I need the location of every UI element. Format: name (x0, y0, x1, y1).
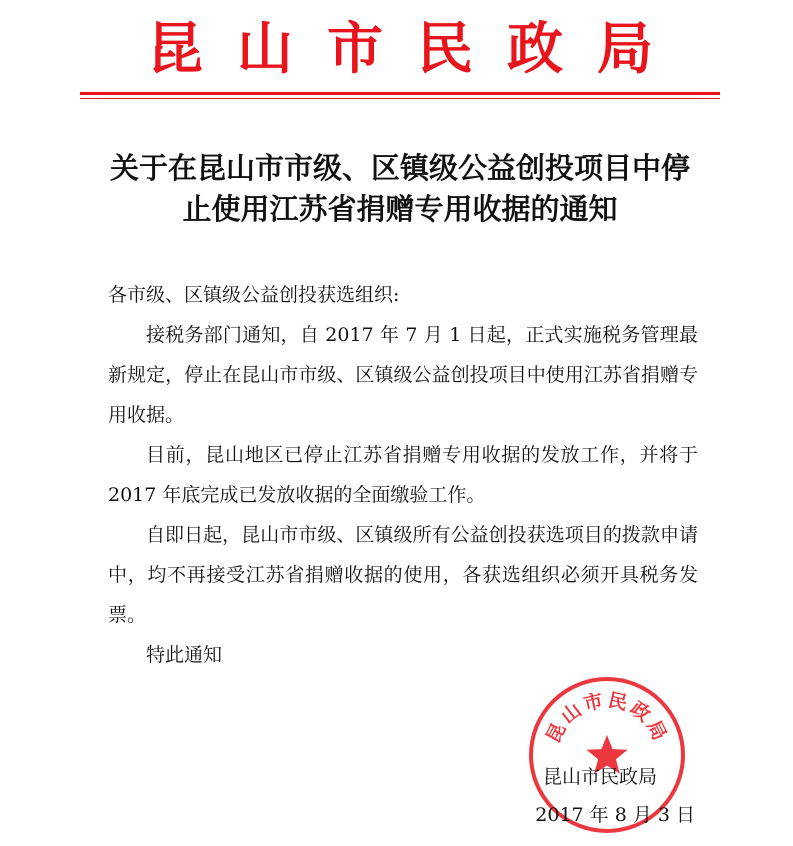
issuer-letterhead: 昆山市民政局 (147, 16, 687, 82)
document-body (108, 275, 698, 675)
letterhead-rule-thick (80, 92, 720, 95)
title-line-1: 关于在昆山市市级、区镇级公益创投项目中停 (109, 151, 690, 185)
signer-name: 昆山市民政局 (542, 766, 657, 788)
closing-line: 特此通知 (146, 644, 223, 666)
seal-text: 昆山市民政局 (542, 689, 672, 747)
title-line-2: 止使用江苏省捐赠专用收据的通知 (182, 192, 618, 226)
salutation: 各市级、区镇级公益创投获选组织: (108, 284, 400, 306)
paragraph-2: 目前，昆山地区已停止江苏省捐赠专用收据的发放工作，并将于 2017 年底完成已发放收据的全面缴验工作。 (108, 444, 698, 506)
letterhead-rule-thin (80, 98, 720, 99)
issue-date: 2017 年 8 月 3 日 (535, 804, 695, 826)
document-title (80, 148, 720, 230)
paragraph-3: 自即日起，昆山市市级、区镇级所有公益创投获选项目的拨款申请中，均不再接受江苏省捐赠收据的使用，各获选组织必须开具税务发票。 (108, 524, 698, 626)
paragraph-1: 接税务部门通知，自 2017 年 7 月 1 日起，正式实施税务管理最新规定，停止在昆山市市级、区镇级公益创投项目中使用江苏省捐赠专用收据。 (108, 324, 698, 426)
